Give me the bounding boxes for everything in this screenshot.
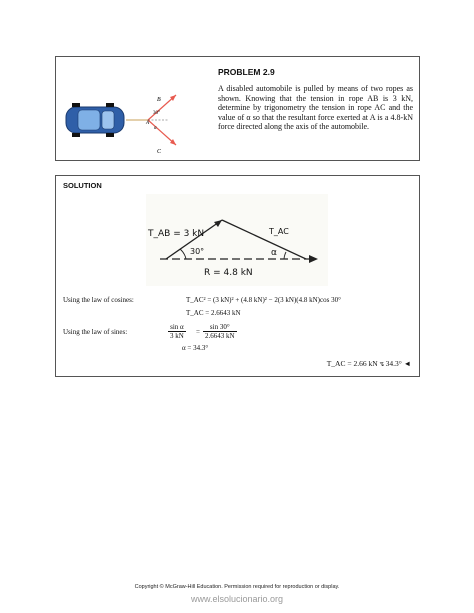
final-answer: T_AC = 2.66 kN ⦪ 34.3° ◄ (326, 359, 411, 368)
law-of-sines-label: Using the law of sines: (63, 328, 128, 336)
car-rear-window (102, 111, 114, 129)
label-c: C (157, 149, 162, 155)
solution-box (55, 175, 420, 377)
equals-sign: = (196, 328, 200, 336)
car-windshield (78, 110, 100, 130)
problem-title: PROBLEM 2.9 (218, 67, 275, 77)
sketch-angle-30: 30° (190, 247, 205, 256)
law-of-cosines-label: Using the law of cosines: (63, 296, 134, 304)
problem-box (55, 56, 420, 161)
copyright-footer: Copyright © McGraw-Hill Education. Permission required for reproduction or display. (134, 584, 340, 590)
tac-label: T_AC (269, 227, 289, 236)
tac-result: T_AC = 2.6643 kN (186, 309, 241, 317)
force-triangle-sketch (146, 194, 328, 286)
alpha-result: α = 34.3° (182, 344, 209, 352)
sines-denominator-right: 2.6643 kN (205, 332, 235, 340)
sines-numerator-right: sin 30° (203, 323, 237, 332)
car-wheel (106, 103, 114, 107)
car-wheel (72, 103, 80, 107)
alpha-label: α (154, 126, 157, 131)
tab-label: T_AB = 3 kN (148, 229, 205, 239)
label-a: A (146, 121, 150, 126)
label-b: B (157, 97, 161, 103)
watermark: www.elsolucionario.org (190, 594, 284, 604)
sines-fraction-right (203, 323, 237, 340)
sines-denominator-left: 3 kN (170, 332, 184, 340)
sketch-alpha: α (271, 248, 277, 258)
resultant-label: R = 4.8 kN (204, 268, 253, 278)
solution-title: SOLUTION (63, 181, 102, 190)
car-wheel (106, 133, 114, 137)
cosines-equation: T_AC² = (3 kN)² + (4.8 kN)² − 2(3 kN)(4.8 kN)cos 30° (186, 296, 341, 304)
sines-fraction-left (168, 323, 186, 340)
car-wheel (72, 133, 80, 137)
problem-statement: A disabled automobile is pulled by means of two ropes as shown. Knowing that the tension in rope AB is 3 kN, determine by trigonometry the tension in rope AC and the value of α so that the resultant force exerted at A is a 4.8-kN force directed along the axis of the automobile. (218, 84, 413, 132)
angle-30-label: 30° (153, 111, 160, 116)
sines-numerator-left: sin α (168, 323, 186, 332)
car-rope-figure (62, 79, 212, 159)
